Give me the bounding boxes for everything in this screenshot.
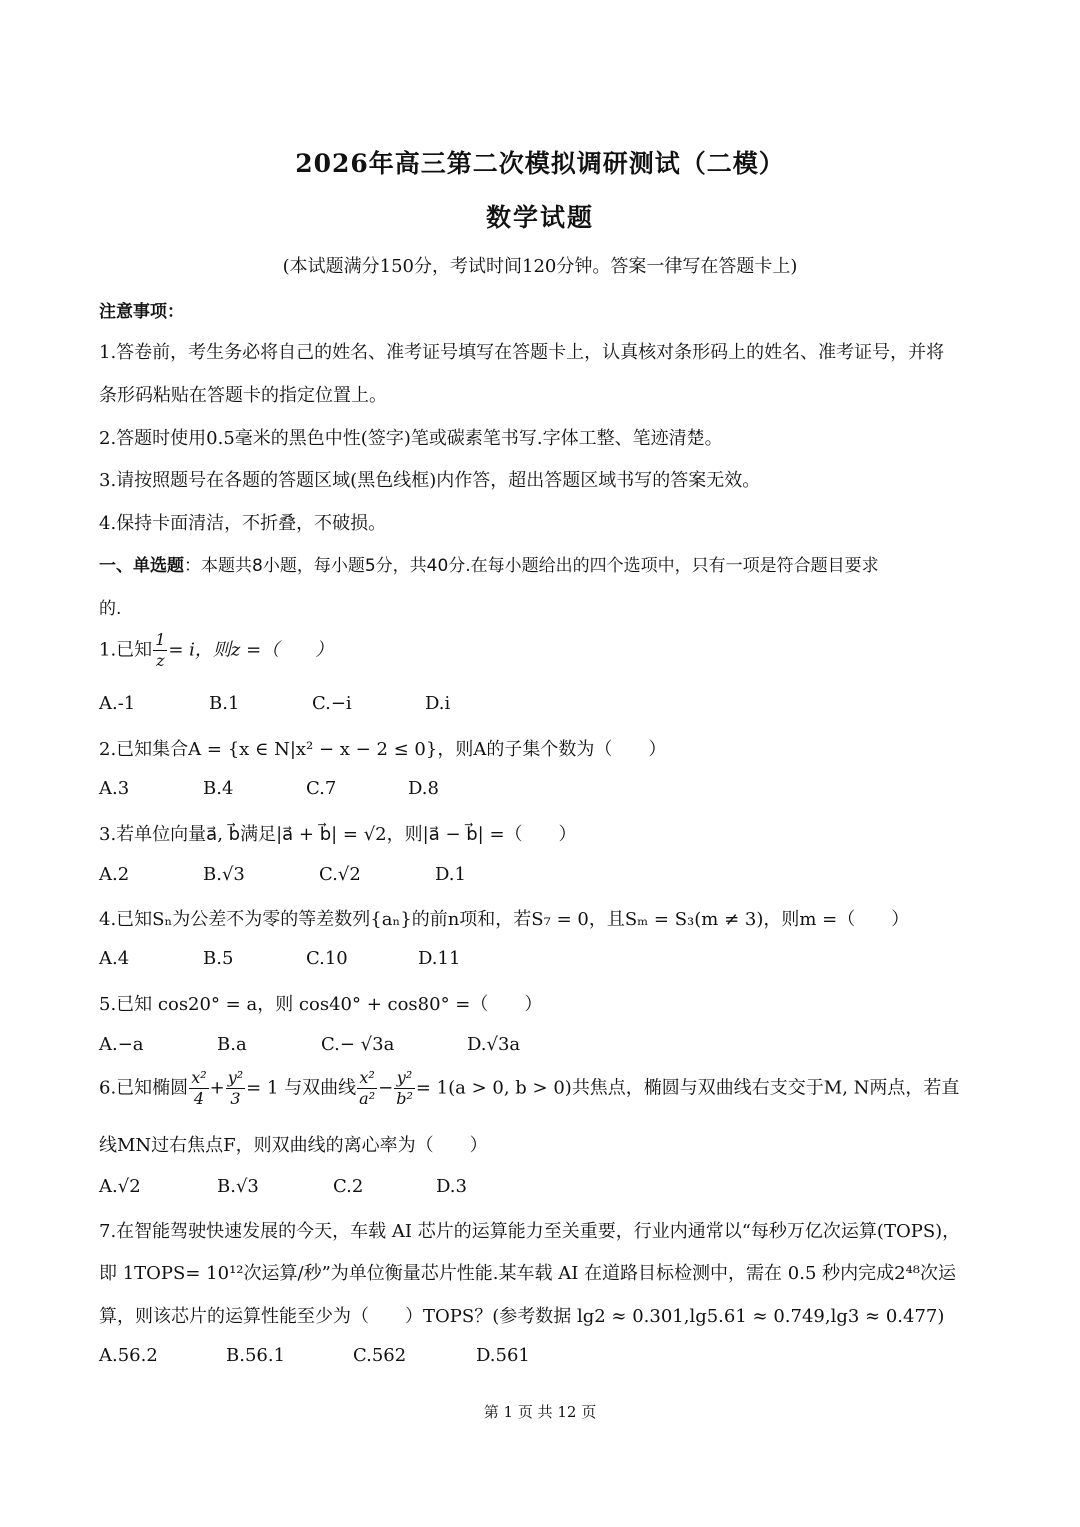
option-d: D.561: [476, 1345, 530, 1366]
notice-item: 4.保持卡面清洁，不折叠，不破损。: [99, 513, 387, 534]
section-description: ：本题共8小题，每小题5分，共40分.在每小题给出的四个选项中，只有一项是符合题目要求: [184, 556, 879, 576]
fraction-denominator: a²: [359, 1089, 376, 1108]
notice-item: 条形码粘贴在答题卡的指定位置上。: [99, 385, 387, 406]
question-7-stem-cont: 算，则该芯片的运算性能至少为（ ）TOPS？(参考数据 lg2 ≈ 0.301,lg5.61 ≈ 0.749,lg3 ≈ 0.477): [99, 1306, 945, 1327]
question-1-suffix: = i，则z =（ ）: [168, 639, 334, 661]
option-a: A.56.2: [99, 1345, 158, 1366]
question-7-stem: 7.在智能驾驶快速发展的今天，车载 AI 芯片的运算能力至关重要，行业内通常以“每秒万亿次运算(TOPS)，: [99, 1221, 961, 1242]
fraction-numerator: y²: [394, 1070, 415, 1089]
fraction-numerator: 1: [155, 630, 166, 649]
option-d: D.√3a: [467, 1034, 521, 1055]
option-b: B.a: [217, 1034, 247, 1055]
question-2-stem: 2.已知集合A = {x ∈ N|x² − x − 2 ≤ 0}，则A的子集个数为（ ）: [99, 739, 667, 760]
question-6-stem-cont: 线MN过右焦点F，则双曲线的离心率为（ ）: [99, 1135, 488, 1156]
fraction-numerator: y²: [227, 1068, 244, 1087]
fraction: [153, 632, 167, 669]
fraction: [394, 1070, 415, 1107]
question-6-mid: = 1 与双曲线: [246, 1077, 357, 1099]
section-heading: [99, 551, 879, 576]
notice-item: 3.请按照题号在各题的答题区域(黑色线框)内作答，超出答题区域书写的答案无效。: [99, 470, 761, 491]
option-b: B.56.1: [226, 1345, 286, 1366]
option-d: D.i: [425, 693, 451, 714]
question-7-stem-cont: 即 1TOPS= 10¹²次运算/秒”为单位衡量芯片性能.某车载 AI 在道路目标检测中，需在 0.5 秒内完成2⁴⁸次运: [99, 1263, 957, 1284]
option-b: B.4: [203, 778, 234, 799]
option-a: A.2: [99, 864, 130, 885]
exam-info: (本试题满分150分，考试时间120分钟。答案一律写在答题卡上): [282, 256, 798, 277]
option-c: C.2: [333, 1176, 364, 1197]
notice-heading: 注意事项：: [99, 302, 184, 322]
question-5-stem: 5.已知 cos20° = a，则 cos40° + cos80° =（ ）: [99, 994, 543, 1015]
notice-item: 1.答卷前，考生务必将自己的姓名、准考证号填写在答题卡上，认真核对条形码上的姓名、准考证号，并将: [99, 342, 945, 363]
option-a: A.−a: [99, 1034, 144, 1055]
section-description-cont: 的.: [99, 599, 122, 619]
option-b: B.5: [203, 948, 234, 969]
section-label: 一、单选题: [99, 556, 184, 576]
question-4-stem: 4.已知Sₙ为公差不为零的等差数列{aₙ}的前n项和，若S₇ = 0，且Sₘ = S₃(m ≠ 3)，则m =（ ）: [99, 909, 910, 930]
option-b: B.√3: [203, 864, 245, 885]
question-6-stem: [99, 1070, 959, 1107]
fraction: [357, 1070, 377, 1107]
option-c: C.−i: [312, 693, 352, 714]
page-title: 2026年高三第二次模拟调研测试（二模）: [295, 149, 785, 178]
option-d: D.3: [436, 1176, 467, 1197]
notice-item: 2.答题时使用0.5毫米的黑色中性(签字)笔或碳素笔书写.字体工整、笔迹清楚。: [99, 428, 723, 449]
question-6-prefix: 6.已知椭圆: [99, 1077, 189, 1099]
question-1-stem: [99, 632, 333, 669]
plus-sign: +: [209, 1077, 225, 1099]
fraction-numerator: x²: [357, 1070, 377, 1089]
page-number: 第 1 页 共 12 页: [483, 1403, 597, 1421]
fraction-denominator: 4: [193, 1089, 204, 1108]
option-d: D.1: [435, 864, 466, 885]
option-c: C.562: [353, 1345, 407, 1366]
option-a: A.3: [99, 778, 130, 799]
option-a: A.4: [99, 948, 130, 969]
fraction-denominator: z: [156, 651, 165, 670]
fraction: [226, 1070, 245, 1107]
question-1-prefix: 1.已知: [99, 639, 153, 661]
option-c: C.− √3a: [321, 1034, 395, 1055]
fraction-denominator: b²: [396, 1089, 413, 1108]
fraction-numerator: x²: [191, 1068, 207, 1087]
option-a: A.√2: [99, 1176, 141, 1197]
option-b: B.1: [209, 693, 240, 714]
option-d: D.11: [418, 948, 461, 969]
fraction: [189, 1070, 208, 1107]
fraction-denominator: 3: [230, 1089, 241, 1108]
option-c: C.10: [306, 948, 348, 969]
option-b: B.√3: [217, 1176, 259, 1197]
page-subtitle: 数学试题: [485, 203, 594, 232]
minus-sign: −: [378, 1077, 394, 1099]
option-c: C.7: [306, 778, 337, 799]
question-6-tail: = 1(a > 0, b > 0)共焦点，椭圆与双曲线右支交于M, N两点，若直: [415, 1077, 960, 1099]
option-a: A.-1: [99, 693, 136, 714]
question-3-stem: 3.若单位向量a⃗, b⃗满足|a⃗ + b⃗| = √2，则|a⃗ − b⃗| =（ ）: [99, 824, 577, 845]
option-d: D.8: [408, 778, 439, 799]
option-c: C.√2: [319, 864, 361, 885]
